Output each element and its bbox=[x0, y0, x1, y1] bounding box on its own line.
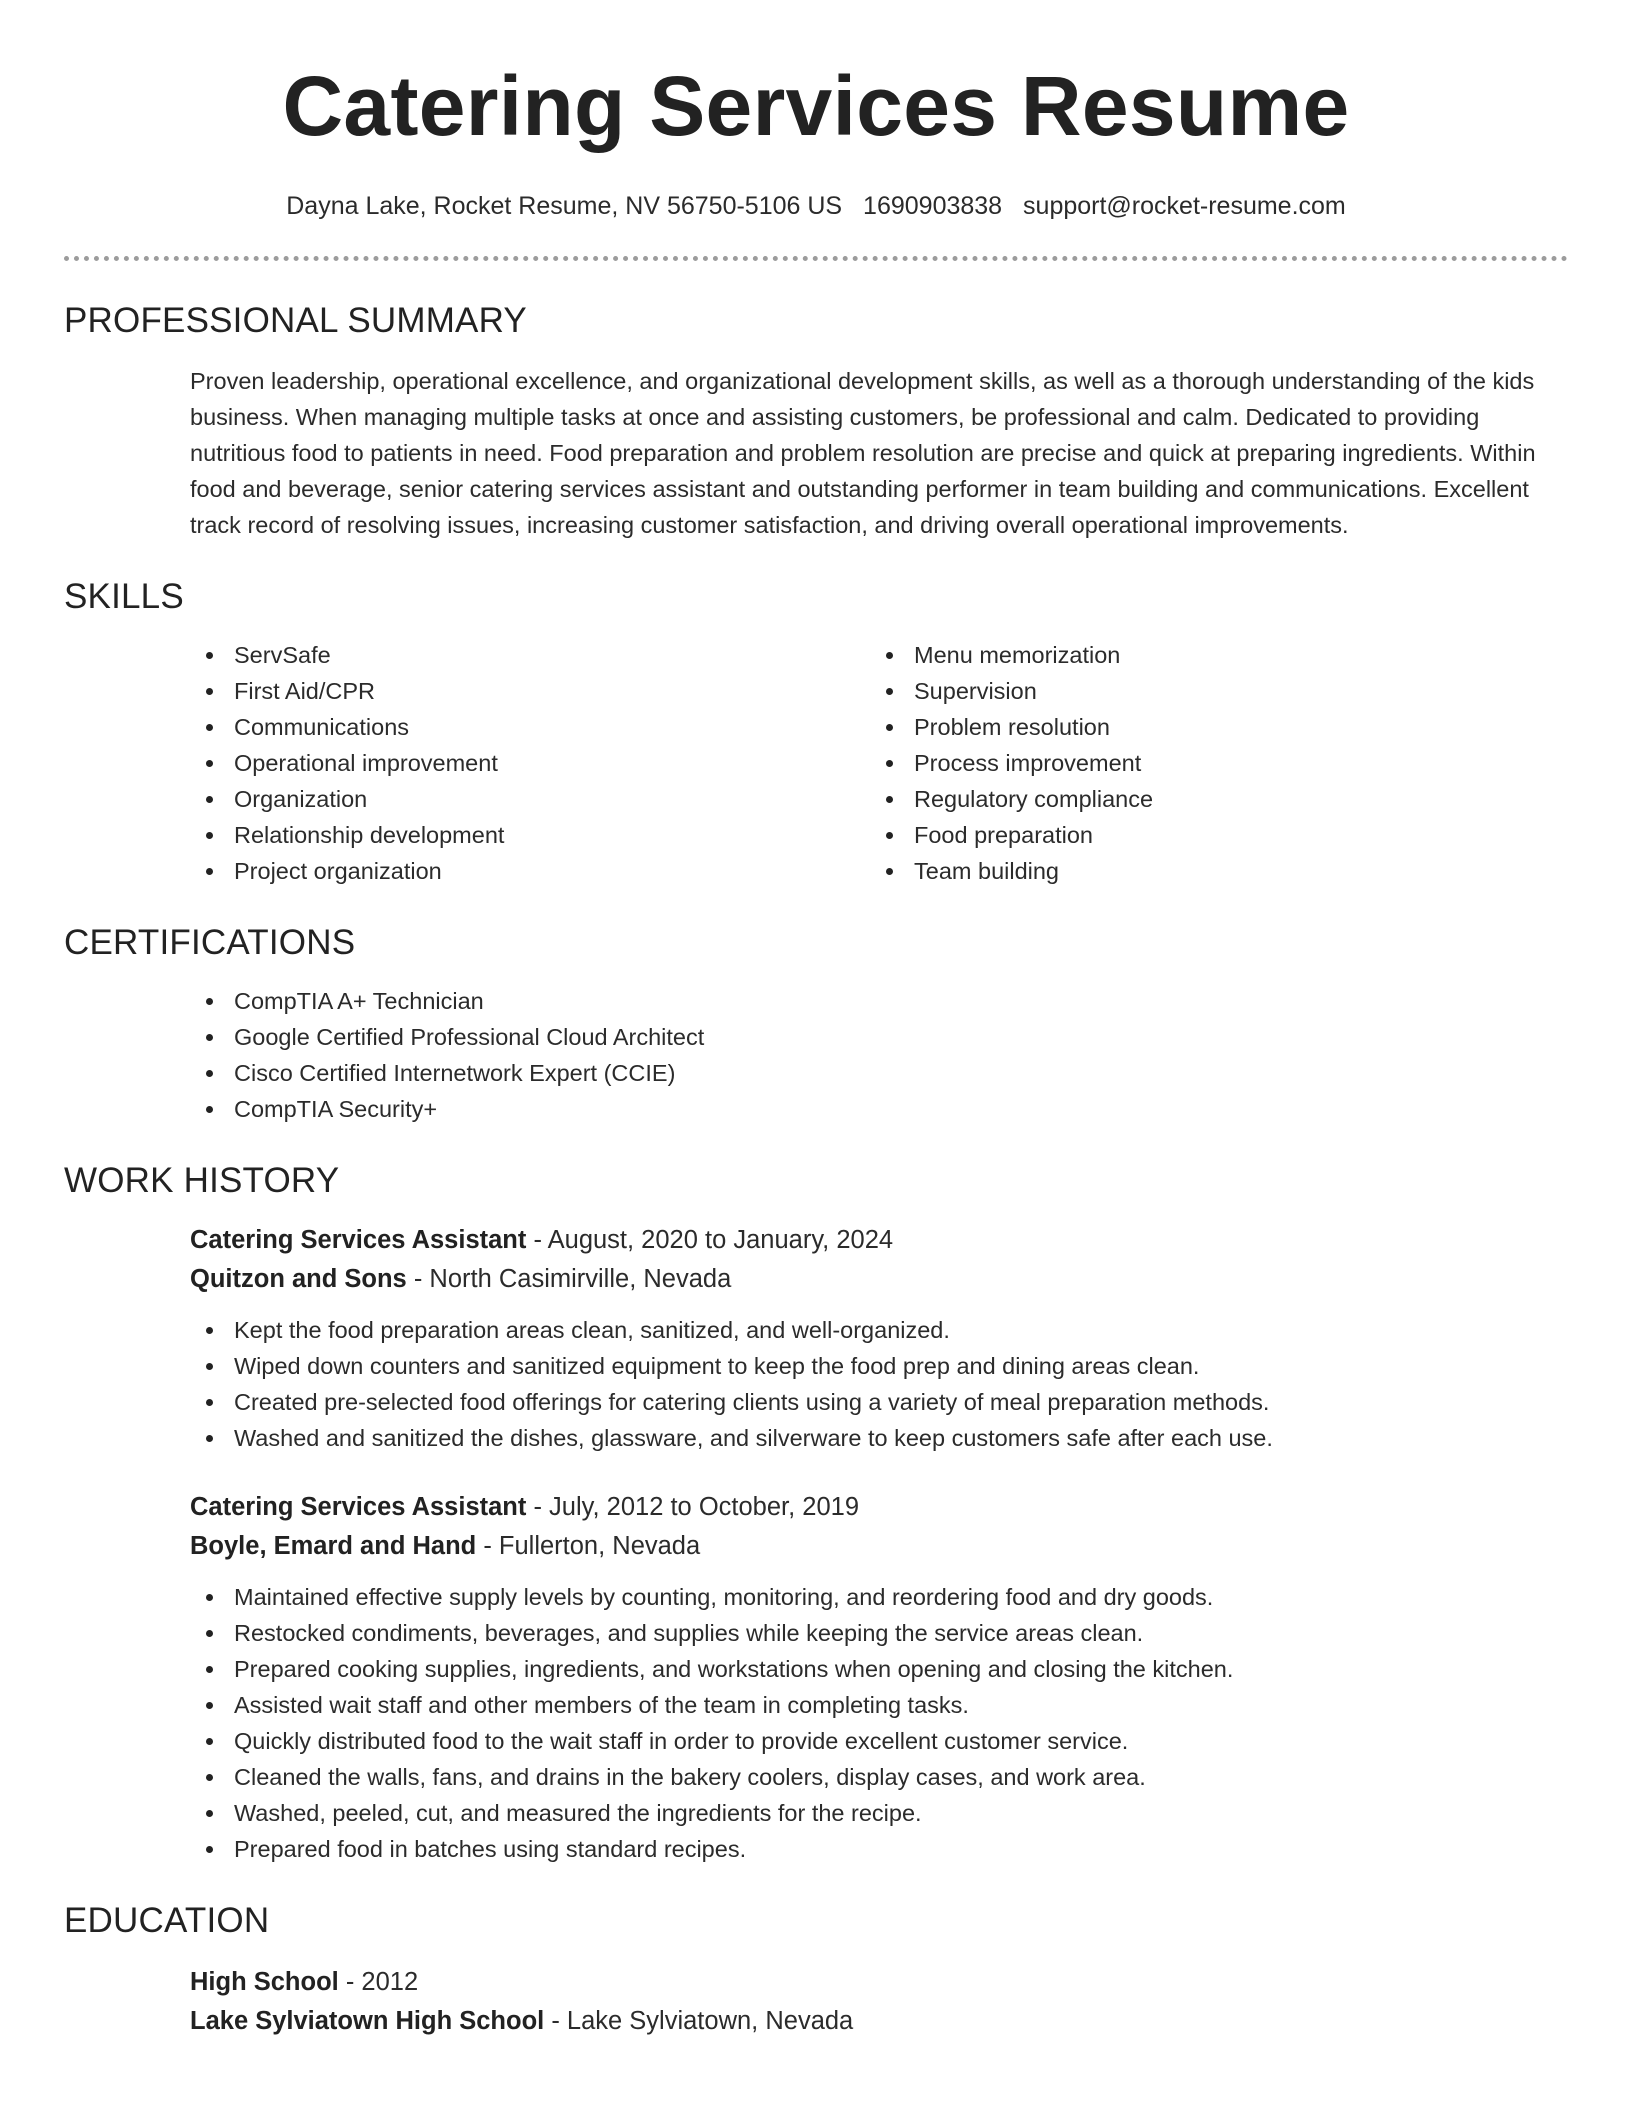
skill-item: Regulatory compliance bbox=[870, 781, 1550, 817]
section-certifications bbox=[64, 923, 1568, 1127]
section-skills bbox=[64, 577, 1568, 889]
job-company-line bbox=[190, 1527, 1568, 1566]
job-company-line bbox=[190, 1260, 1568, 1299]
job-bullet: Maintained effective supply levels by counting, monitoring, and reordering food and dry goods. bbox=[190, 1579, 1568, 1615]
skill-item: Problem resolution bbox=[870, 709, 1550, 745]
skill-item: Menu memorization bbox=[870, 637, 1550, 673]
job-bullet: Cleaned the walls, fans, and drains in the bakery coolers, display cases, and work area. bbox=[190, 1759, 1568, 1795]
section-heading: WORK HISTORY bbox=[64, 1161, 340, 1200]
certification-item: Cisco Certified Internetwork Expert (CCIE) bbox=[190, 1055, 1568, 1091]
job-bullets bbox=[190, 1312, 1568, 1456]
skills-list-right bbox=[870, 637, 1550, 889]
skill-item: Relationship development bbox=[190, 817, 870, 853]
contact-address: Dayna Lake, Rocket Resume, NV 56750-5106 US bbox=[286, 192, 843, 220]
job-entry bbox=[190, 1221, 1568, 1456]
education-location: - Lake Sylviatown, Nevada bbox=[544, 2007, 854, 2035]
job-location: - North Casimirville, Nevada bbox=[406, 1265, 732, 1293]
job-location: - Fullerton, Nevada bbox=[476, 1532, 701, 1560]
job-bullet: Washed, peeled, cut, and measured the ingredients for the recipe. bbox=[190, 1795, 1568, 1831]
job-bullet: Assisted wait staff and other members of the team in completing tasks. bbox=[190, 1687, 1568, 1723]
skill-item: First Aid/CPR bbox=[190, 673, 870, 709]
job-company: Quitzon and Sons bbox=[190, 1265, 407, 1293]
education-school-line bbox=[190, 2002, 1568, 2041]
skill-item: Project organization bbox=[190, 853, 870, 889]
skills-list-left bbox=[190, 637, 870, 889]
job-bullet: Quickly distributed food to the wait staff in order to provide excellent customer service. bbox=[190, 1723, 1568, 1759]
section-professional-summary bbox=[64, 301, 1568, 543]
header-divider bbox=[64, 256, 1568, 261]
skill-item: Team building bbox=[870, 853, 1550, 889]
section-heading: CERTIFICATIONS bbox=[64, 923, 356, 962]
education-degree-line bbox=[190, 1963, 1568, 2002]
certification-item: CompTIA A+ Technician bbox=[190, 983, 1568, 1019]
section-heading: SKILLS bbox=[64, 577, 184, 616]
education-degree: High School bbox=[190, 1968, 339, 1996]
job-bullet: Restocked condiments, beverages, and supplies while keeping the service areas clean. bbox=[190, 1615, 1568, 1651]
job-bullet: Prepared cooking supplies, ingredients, and workstations when opening and closing the kitchen. bbox=[190, 1651, 1568, 1687]
contact-phone: 1690903838 bbox=[863, 192, 1003, 220]
contact-line bbox=[64, 192, 1568, 221]
job-bullet: Washed and sanitized the dishes, glassware, and silverware to keep customers safe after each use. bbox=[190, 1420, 1568, 1456]
job-dates: - July, 2012 to October, 2019 bbox=[526, 1493, 860, 1521]
section-education bbox=[64, 1901, 1568, 2041]
skill-item: Food preparation bbox=[870, 817, 1550, 853]
job-bullet: Created pre-selected food offerings for catering clients using a variety of meal preparation methods. bbox=[190, 1384, 1568, 1420]
job-entry bbox=[190, 1488, 1568, 1867]
certifications-list bbox=[190, 983, 1568, 1127]
skill-item: ServSafe bbox=[190, 637, 870, 673]
job-title-line bbox=[190, 1488, 1568, 1527]
skill-item: Process improvement bbox=[870, 745, 1550, 781]
section-heading: PROFESSIONAL SUMMARY bbox=[64, 301, 527, 340]
job-bullet: Prepared food in batches using standard recipes. bbox=[190, 1831, 1568, 1867]
skill-item: Organization bbox=[190, 781, 870, 817]
section-work-history bbox=[64, 1161, 1568, 1867]
job-bullet: Kept the food preparation areas clean, sanitized, and well-organized. bbox=[190, 1312, 1568, 1348]
skills-grid bbox=[190, 637, 1568, 889]
job-title: Catering Services Assistant bbox=[190, 1493, 527, 1521]
certification-item: Google Certified Professional Cloud Architect bbox=[190, 1019, 1568, 1055]
skill-item: Supervision bbox=[870, 673, 1550, 709]
section-heading: EDUCATION bbox=[64, 1901, 270, 1940]
certification-item: CompTIA Security+ bbox=[190, 1091, 1568, 1127]
job-dates: - August, 2020 to January, 2024 bbox=[526, 1226, 894, 1254]
job-bullet: Wiped down counters and sanitized equipment to keep the food prep and dining areas clean. bbox=[190, 1348, 1568, 1384]
resume-title: Catering Services Resume bbox=[282, 59, 1350, 153]
education-year: - 2012 bbox=[338, 1968, 419, 1996]
summary-text: Proven leadership, operational excellence, and organizational development skills, as well as a thorough understanding of the kids business. When managing multiple tasks at once and assisting customers, be professional and calm. Dedicated to providing nutritious food to patients in need. Food preparation and problem resolution are precise and quick at preparing ingredients. Within food and beverage, senior catering services assistant and outstanding performer in team building and communications. Excellent track record of resolving issues, increasing customer satisfaction, and driving overall operational improvements. bbox=[190, 368, 1536, 538]
contact-email: support@rocket-resume.com bbox=[1023, 192, 1346, 220]
job-bullets bbox=[190, 1579, 1568, 1867]
job-title-line bbox=[190, 1221, 1568, 1260]
education-school: Lake Sylviatown High School bbox=[190, 2007, 545, 2035]
job-company: Boyle, Emard and Hand bbox=[190, 1532, 477, 1560]
skill-item: Communications bbox=[190, 709, 870, 745]
skill-item: Operational improvement bbox=[190, 745, 870, 781]
job-title: Catering Services Assistant bbox=[190, 1226, 527, 1254]
